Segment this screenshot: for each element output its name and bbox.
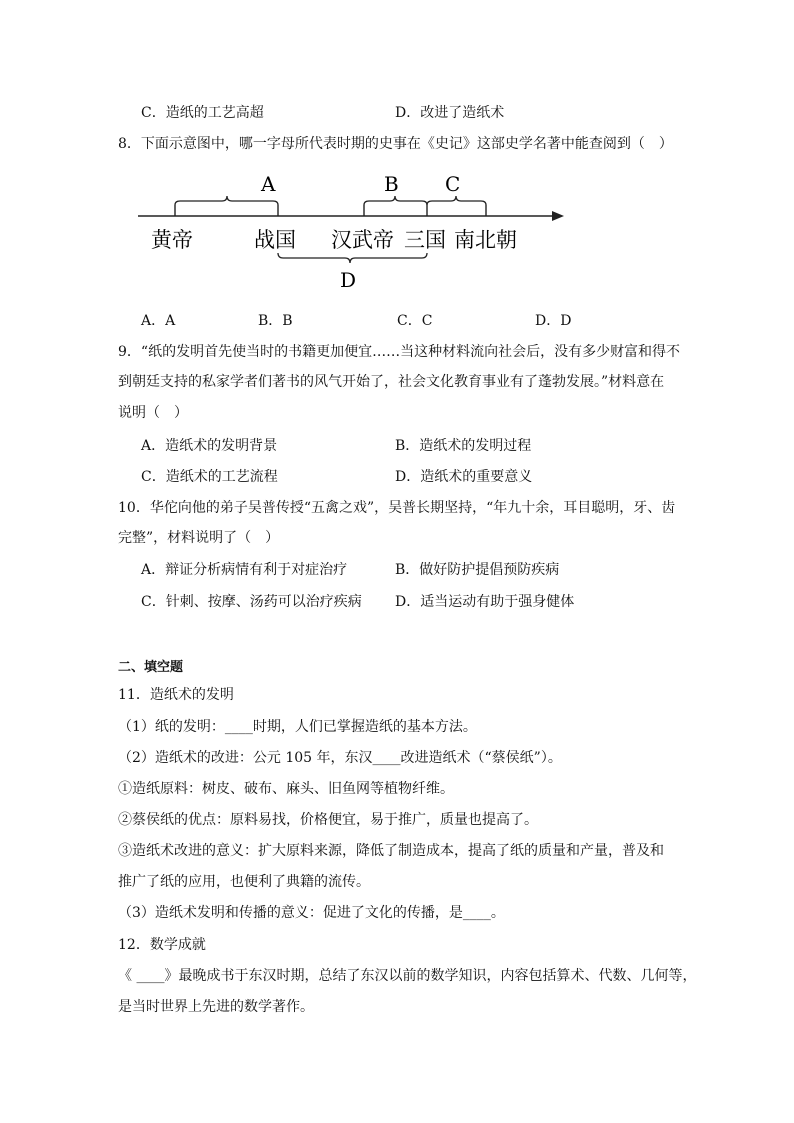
q9-line-3: 说明（ ） xyxy=(118,405,188,421)
q10-option-b: B．做好防护提倡预防疾病 xyxy=(395,562,560,578)
q11-title: 11．造纸术的发明 xyxy=(118,687,234,703)
bracket-a xyxy=(175,196,278,205)
bracket-b xyxy=(364,196,427,205)
q11-point-1: ①造纸原料：树皮、破布、麻头、旧鱼网等植物纤维。 xyxy=(118,781,454,797)
q10-line-2: 完整”，材料说明了（ ） xyxy=(118,530,280,546)
q11-point-2: ②蔡侯纸的优点：原料易找，价格便宜，易于推广，质量也提高了。 xyxy=(118,812,538,828)
q7-option-d: D．改进了造纸术 xyxy=(395,105,505,121)
q9-option-d: D．造纸术的重要意义 xyxy=(395,469,533,485)
q9-line-1: 9．“纸的发明首先使当时的书籍更加便宜……当这种材料流向社会后，没有多少财富和得不 xyxy=(118,344,681,360)
q8-option-b: B．B xyxy=(258,313,293,329)
bracket-label-a: A xyxy=(261,172,276,196)
q11-part-1: （1）纸的发明：____时期，人们已掌握造纸的基本方法。 xyxy=(118,719,477,735)
timeline-label-hanwudi: 汉武帝 xyxy=(331,228,394,252)
q9-option-a: A．造纸术的发明背景 xyxy=(141,438,278,454)
timeline-label-huangdi: 黄帝 xyxy=(151,228,193,252)
bracket-label-d: D xyxy=(340,268,357,292)
section-title: 二、填空题 xyxy=(118,660,184,675)
q7-option-c: C．造纸的工艺高超 xyxy=(141,105,264,121)
q11-part-3: （3）造纸术发明和传播的意义：促进了文化的传播，是____。 xyxy=(118,905,505,921)
q12-title: 12．数学成就 xyxy=(118,937,206,953)
bracket-d xyxy=(278,253,427,263)
timeline-label-nanbeichao: 南北朝 xyxy=(454,228,517,252)
q10-option-a: A．辩证分析病情有利于对症治疗 xyxy=(141,562,348,578)
q12-line-2: 是当时世界上先进的数学著作。 xyxy=(118,999,314,1015)
q11-point-3-line-2: 推广了纸的应用，也便利了典籍的流传。 xyxy=(118,874,370,890)
bracket-label-b: B xyxy=(384,172,399,196)
q8-option-d: D．D xyxy=(535,313,572,329)
q9-option-c: C．造纸术的工艺流程 xyxy=(141,469,278,485)
q8-option-a: A．A xyxy=(141,313,176,329)
q8-option-c: C．C xyxy=(397,313,433,329)
q10-option-d: D．适当运动有助于强身健体 xyxy=(395,594,575,610)
q8-stem: 8．下面示意图中，哪一字母所代表时期的史事在《史记》这部史学名著中能查阅到（ ） xyxy=(118,136,673,152)
timeline-arrow-icon xyxy=(552,211,564,221)
q9-line-2: 到朝廷支持的私家学者们著书的风气开始了，社会文化教育事业有了蓬勃发展。”材料意在 xyxy=(118,374,665,390)
q12-line-1: 《 ____》最晚成书于东汉时期，总结了东汉以前的数学知识，内容包括算术、代数、几何等， xyxy=(118,968,697,984)
timeline-label-zhanguo: 战国 xyxy=(254,228,296,252)
q11-part-2: （2）造纸术的改进：公元 105 年，东汉____改进造纸术（“蔡侯纸”）。 xyxy=(118,750,562,766)
bracket-c xyxy=(427,196,486,205)
q10-line-1: 10．华佗向他的弟子吴普传授“五禽之戏”，吴普长期坚持，“年九十余，耳目聪明，牙、齿 xyxy=(118,500,676,516)
q11-point-3-line-1: ③造纸术改进的意义：扩大原料来源，降低了制造成本，提高了纸的质量和产量，普及和 xyxy=(118,843,664,859)
bracket-label-c: C xyxy=(445,172,461,196)
q10-option-c: C．针刺、按摩、汤药可以治疗疾病 xyxy=(141,594,362,610)
q9-option-b: B．造纸术的发明过程 xyxy=(395,438,532,454)
timeline-label-sanguo: 三国 xyxy=(404,228,446,252)
